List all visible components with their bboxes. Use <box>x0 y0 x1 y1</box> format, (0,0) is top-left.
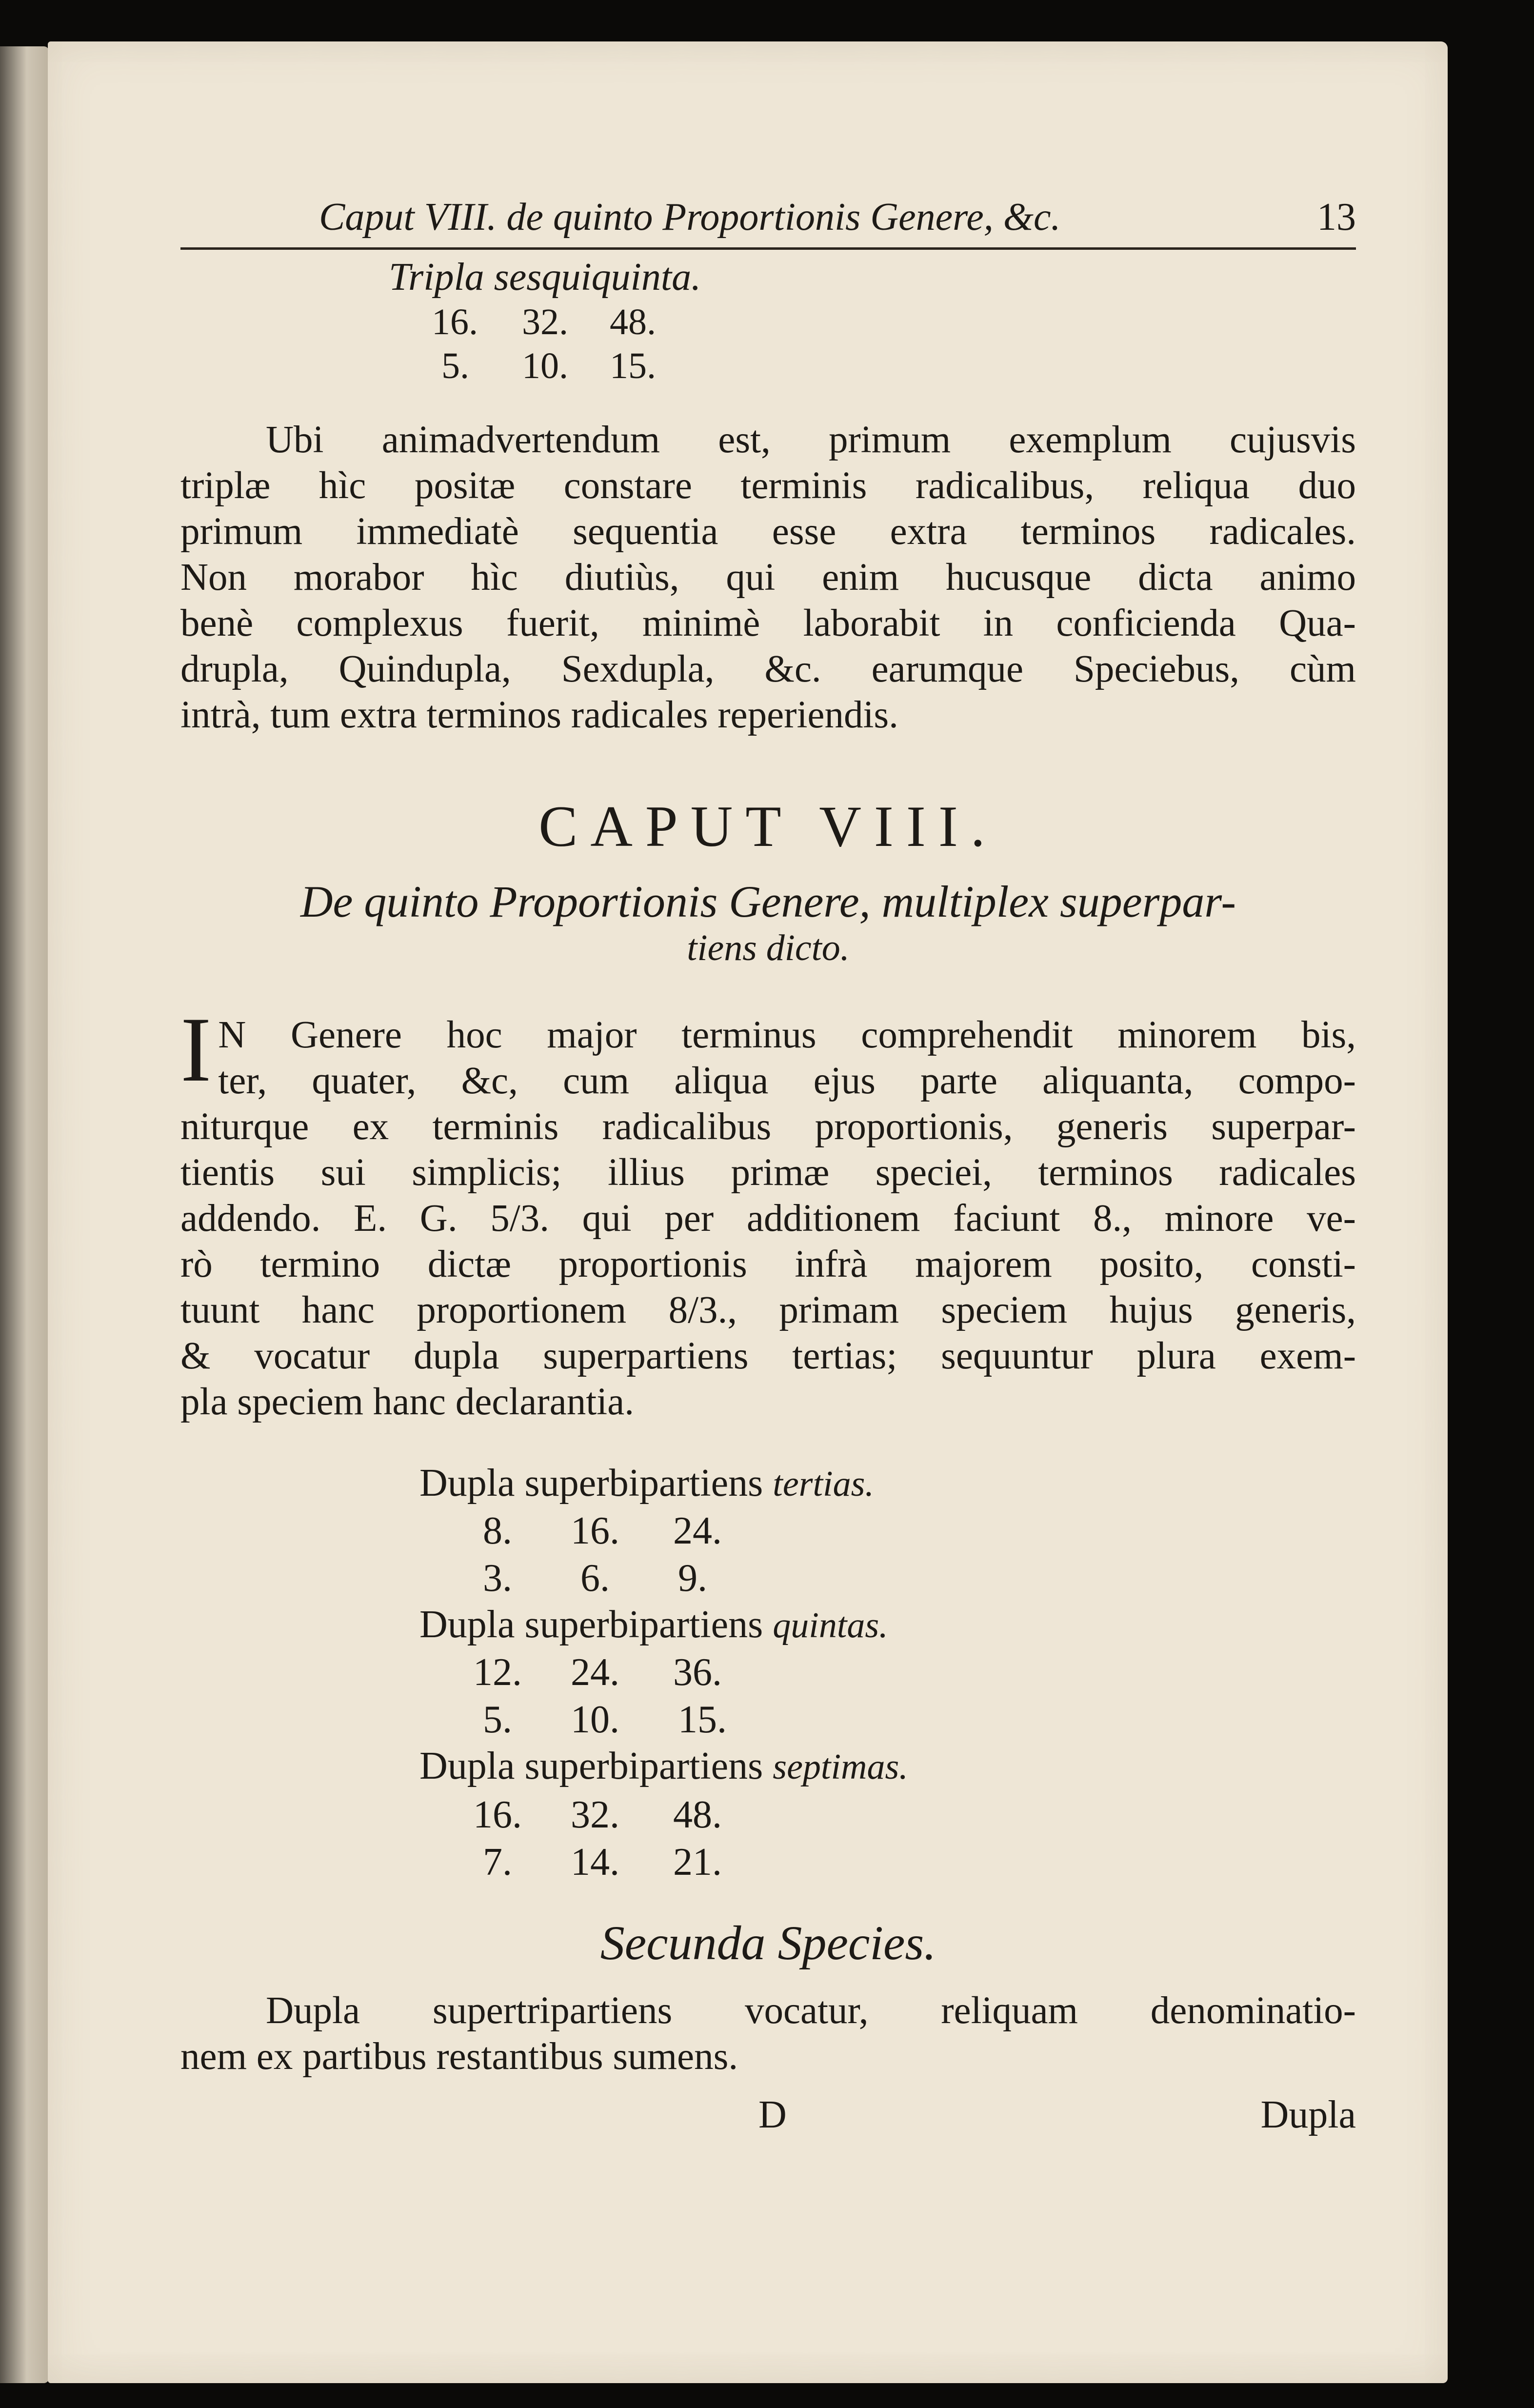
para2-line: pla speciem hanc declarantia. <box>180 1381 634 1423</box>
example-label-text: Dupla superbipartiens <box>419 1603 763 1646</box>
para2-line: ter, quater, &c, cum aliqua ejus parte aliquanta, compo- <box>218 1060 1356 1102</box>
example-value: 14. <box>571 1841 619 1884</box>
facing-page-edge <box>0 46 49 2383</box>
signature-mark: D <box>758 2093 787 2136</box>
tripla-r1-c2: 32. <box>522 301 568 342</box>
example-value: 6. <box>580 1557 610 1600</box>
tripla-r2-c1: 5. <box>441 345 469 386</box>
example-label-italic: quintas. <box>773 1605 888 1645</box>
tripla-r2-c3: 15. <box>610 345 656 386</box>
example-value: 3. <box>483 1557 512 1600</box>
example-value: 15. <box>678 1698 727 1741</box>
secunda-line: Dupla supertripartiens vocatur, reliquam denominatio- <box>266 1989 1356 2032</box>
chapter-title: CAPUT VIII. <box>538 794 998 859</box>
example-label-italic: tertias. <box>773 1464 874 1504</box>
example-label <box>419 1461 874 1505</box>
example-label <box>419 1744 908 1788</box>
para1-line: Non morabor hìc diutiùs, qui enim hucusque dicta animo <box>180 556 1356 599</box>
catchword: Dupla <box>1260 2093 1356 2136</box>
example-label-text: Dupla superbipartiens <box>419 1745 763 1787</box>
para1-line: triplæ hìc positæ constare terminis radicalibus, reliqua duo <box>180 464 1356 507</box>
drop-cap: I <box>180 999 212 1101</box>
example-value: 7. <box>483 1841 512 1884</box>
example-value: 10. <box>571 1698 619 1741</box>
secunda-line: nem ex partibus restantibus sumens. <box>180 2035 738 2078</box>
running-title: Caput VIII. de quinto Proportionis Genere, &c. <box>319 196 1061 239</box>
example-value: 21. <box>673 1841 722 1884</box>
para2-line: & vocatur dupla superpartiens tertias; sequuntur plura exem- <box>180 1335 1356 1377</box>
example-value: 24. <box>571 1651 619 1694</box>
example-value: 16. <box>473 1793 522 1836</box>
tripla-r1-c3: 48. <box>610 301 656 342</box>
para1-line: drupla, Quindupla, Sexdupla, &c. earumque Speciebus, cùm <box>180 648 1356 690</box>
para1-line: Ubi animadvertendum est, primum exemplum cujusvis <box>266 419 1356 461</box>
para1-line: benè complexus fuerit, minimè laborabit in conficienda Qua- <box>180 602 1356 644</box>
example-label <box>419 1603 888 1647</box>
paragraph-in-genere <box>180 999 1356 1425</box>
example-value: 32. <box>571 1793 619 1836</box>
example-label-text: Dupla superbipartiens <box>419 1462 763 1505</box>
para2-line: tientis sui simplicis; illius primæ speciei, terminos radicales <box>180 1151 1356 1194</box>
example-value: 9. <box>678 1557 707 1600</box>
para2-line: tuunt hanc proportionem 8/3., primam speciem hujus generis, <box>180 1289 1356 1331</box>
tripla-r2-c2: 10. <box>522 345 568 386</box>
example-value: 48. <box>673 1793 722 1836</box>
secunda-heading: Secunda Species. <box>600 1916 936 1970</box>
para2-line: addendo. E. G. 5/3. qui per additionem faciunt 8., minore ve- <box>180 1197 1356 1240</box>
chapter-subtitle-cont: tiens dicto. <box>687 927 850 968</box>
example-value: 8. <box>483 1509 512 1552</box>
paragraph-ubi <box>180 417 1356 738</box>
example-value: 12. <box>473 1651 522 1694</box>
para2-line: N Genere hoc major terminus comprehendit minorem bis, <box>218 1014 1356 1056</box>
page-number: 13 <box>1317 196 1356 239</box>
example-label-italic: septimas. <box>773 1747 908 1787</box>
chapter-subtitle: De quinto Proportionis Genere, multiplex superpar- <box>300 877 1236 926</box>
para1-line: intrà, tum extra terminos radicales reperiendis. <box>180 694 898 736</box>
example-value: 36. <box>673 1651 722 1694</box>
para2-line: rò termino dictæ proportionis infrà majorem posito, consti- <box>180 1243 1356 1285</box>
tripla-label: Tripla sesquiquinta. <box>389 256 701 299</box>
para1-line: primum immediatè sequentia esse extra terminos radicales. <box>180 510 1356 553</box>
example-value: 24. <box>673 1509 722 1552</box>
tripla-r1-c1: 16. <box>432 301 478 342</box>
paragraph-secunda <box>180 1988 1356 2080</box>
example-value: 5. <box>483 1698 512 1741</box>
example-value: 16. <box>571 1509 619 1552</box>
book-page <box>48 41 1448 2383</box>
para2-line: niturque ex terminis radicalibus proportionis, generis superpar- <box>180 1105 1356 1148</box>
header-rule <box>180 247 1356 250</box>
